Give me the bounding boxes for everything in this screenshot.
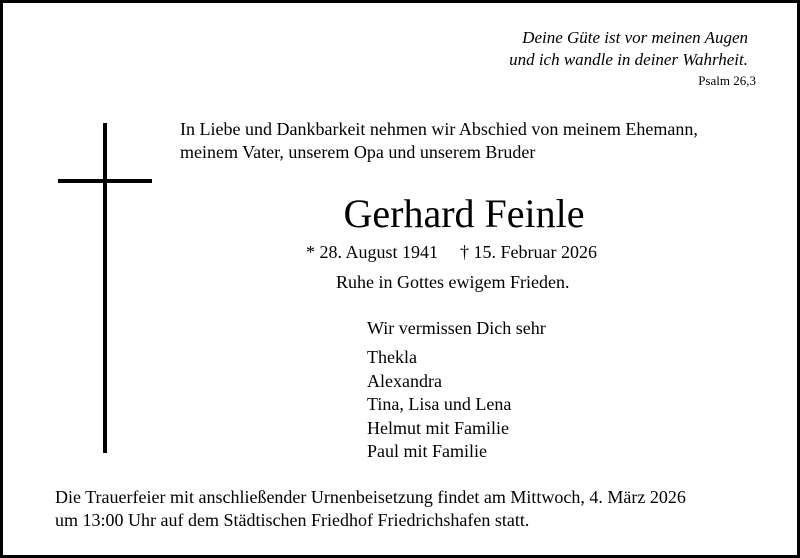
cross-horizontal-bar bbox=[58, 179, 152, 183]
deceased-name: Gerhard Feinle bbox=[343, 191, 585, 236]
birth-date: * 28. August 1941 bbox=[306, 242, 439, 262]
farewell-intro bbox=[180, 118, 698, 164]
intro-line-1: In Liebe und Dankbarkeit nehmen wir Abschied von meinem Ehemann, bbox=[180, 119, 698, 139]
mourner-name: Paul mit Familie bbox=[367, 441, 487, 461]
cross-vertical-bar bbox=[103, 123, 107, 453]
verse-source: Psalm 26,3 bbox=[698, 73, 756, 88]
mourner-name: Thekla bbox=[367, 347, 417, 367]
bible-verse bbox=[509, 27, 756, 91]
mourner-name: Alexandra bbox=[367, 370, 442, 391]
verse-line-2: und ich wandle in deiner Wahrheit. bbox=[509, 50, 748, 69]
ceremony-line-2: um 13:00 Uhr auf dem Städtischen Friedhof Friedrichshafen statt. bbox=[55, 510, 530, 530]
cross-icon bbox=[58, 123, 152, 453]
funeral-ceremony-notice bbox=[55, 486, 686, 532]
intro-line-2: meinem Vater, unserem Opa und unserem Bruder bbox=[180, 142, 536, 162]
verse-line-1: Deine Güte ist vor meinen Augen bbox=[522, 28, 748, 47]
death-date: † 15. Februar 2026 bbox=[460, 242, 597, 262]
mourner-name: Tina, Lisa und Lena bbox=[367, 394, 512, 414]
ceremony-line-1: Die Trauerfeier mit anschließender Urnenbeisetzung findet am Mittwoch, 4. März 2026 bbox=[55, 487, 686, 507]
mourners-list bbox=[367, 346, 511, 464]
mourner-name: Helmut mit Familie bbox=[367, 417, 509, 438]
blessing-text: Ruhe in Gottes ewigem Frieden. bbox=[336, 272, 570, 292]
mourners-heading: Wir vermissen Dich sehr bbox=[367, 318, 546, 338]
life-dates bbox=[306, 240, 597, 264]
